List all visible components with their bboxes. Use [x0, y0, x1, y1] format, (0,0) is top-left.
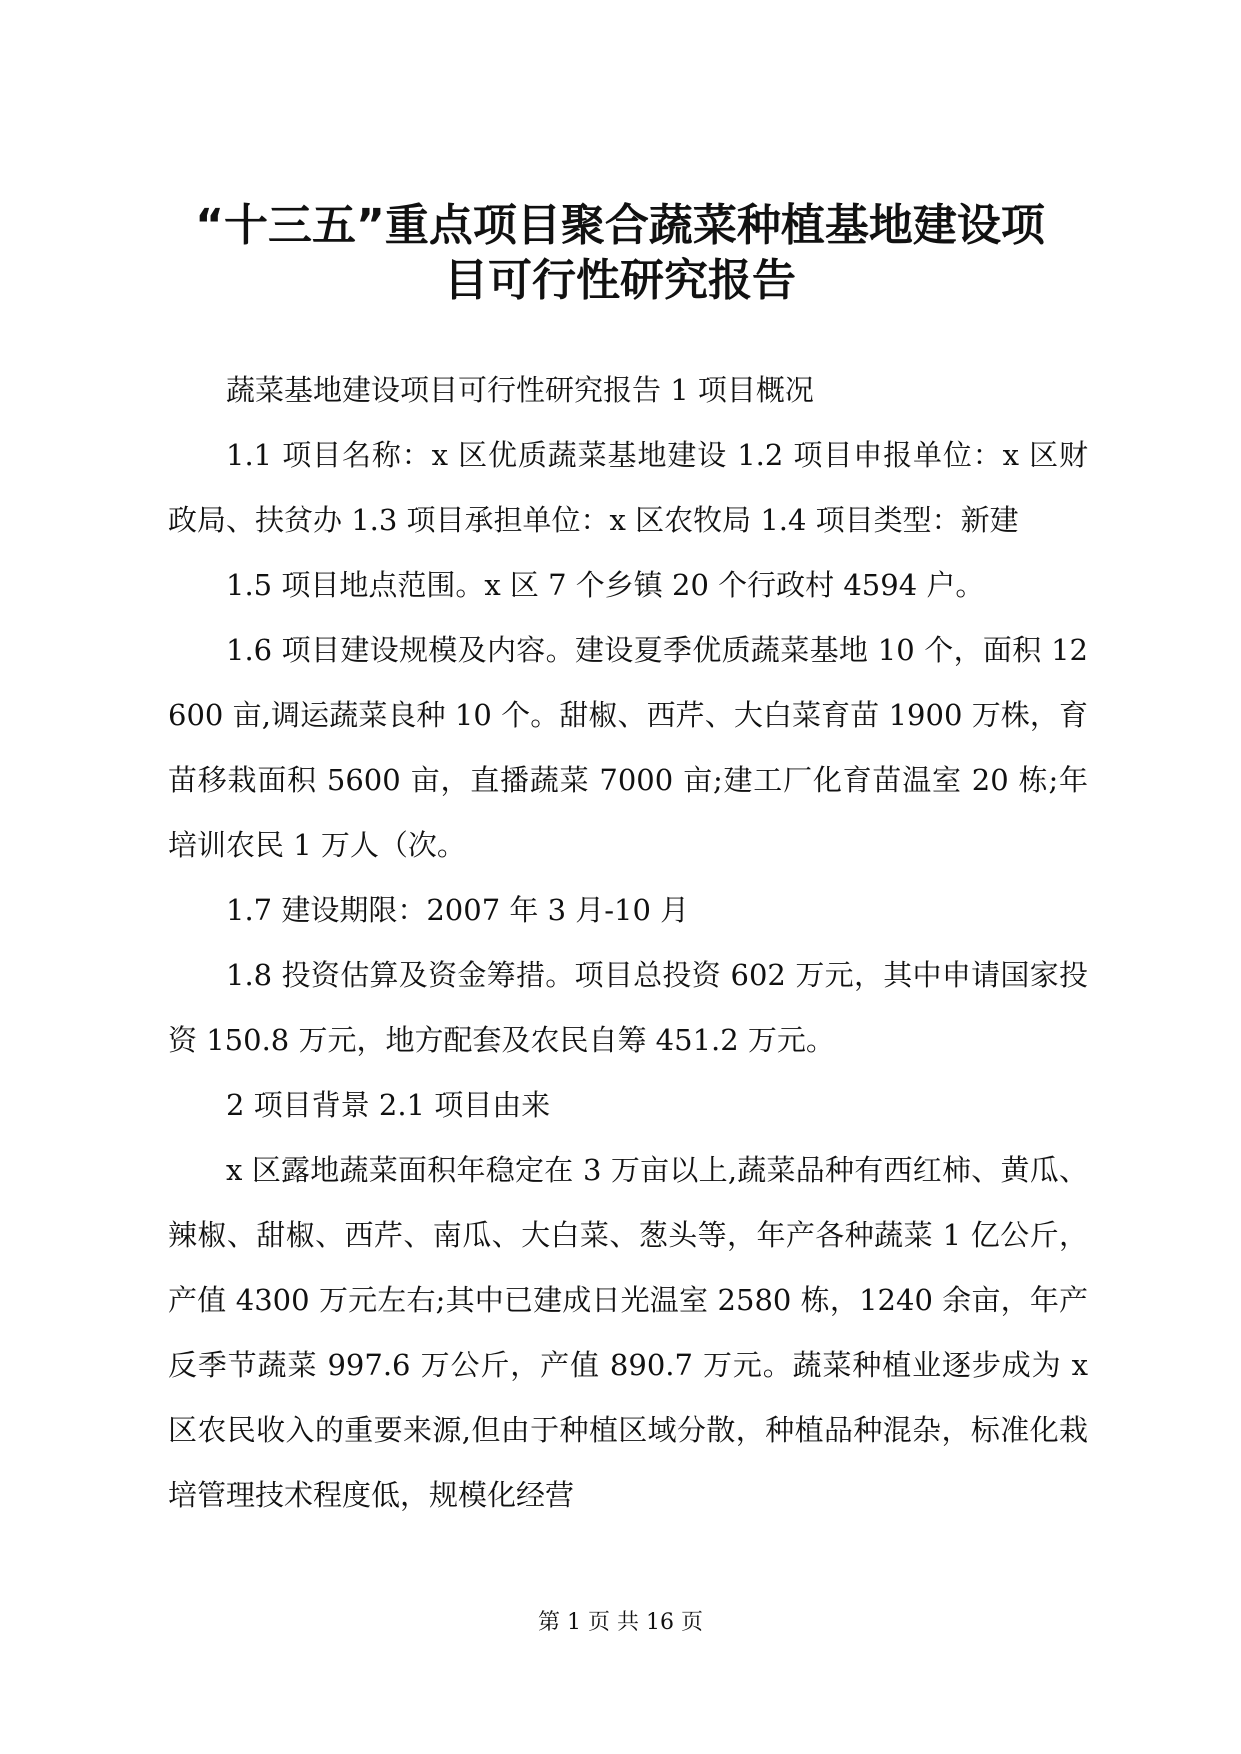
paragraph-project-info: 1.1 项目名称：x 区优质蔬菜基地建设 1.2 项目申报单位：x 区财政局、扶贫办 1.3 项目承担单位：x 区农牧局 1.4 项目类型：新建 — [168, 438, 1088, 537]
paragraph-background-heading: 2 项目背景 2.1 项目由来 — [226, 1088, 551, 1122]
document-title-line-2: 目可行性研究报告 — [444, 255, 796, 306]
paragraph-overview-heading: 蔬菜基地建设项目可行性研究报告 1 项目概况 — [226, 373, 814, 407]
page-number-footer: 第 1 页 共 16 页 — [538, 1610, 703, 1635]
document-body — [168, 358, 1088, 1528]
document-title-line-1: “十三五”重点项目聚合蔬菜种植基地建设项 — [195, 200, 1045, 251]
paragraph-project-period: 1.7 建设期限：2007 年 3 月-10 月 — [226, 893, 690, 927]
paragraph-investment: 1.8 投资估算及资金筹措。项目总投资 602 万元，其中申请国家投资 150.8 万元，地方配套及农民自筹 451.2 万元。 — [168, 958, 1088, 1057]
paragraph-project-scale: 1.6 项目建设规模及内容。建设夏季优质蔬菜基地 10 个，面积 12600 亩,调运蔬菜良种 10 个。甜椒、西芹、大白菜育苗 1900 万株，育苗移栽面积 5600 亩，直播蔬菜 7000 亩;建工厂化育苗温室 20 栋;年培训农民 1 万人（次。 — [168, 633, 1088, 862]
paragraph-background-body: x 区露地蔬菜面积年稳定在 3 万亩以上,蔬菜品种有西红柿、黄瓜、辣椒、甜椒、西芹、南瓜、大白菜、葱头等，年产各种蔬菜 1 亿公斤，产值 4300 万元左右;其中已建成日光温室 2580 栋，1240 余亩，年产反季节蔬菜 997.6 万公斤，产值 890.7 万元。蔬菜种植业逐步成为 x 区农民收入的重要来源,但由于种植区域分散，种植品种混杂，标准化栽培管理技术程度低，规模化经营 — [168, 1153, 1088, 1512]
document-title — [150, 198, 1090, 308]
paragraph-project-location: 1.5 项目地点范围。x 区 7 个乡镇 20 个行政村 4594 户。 — [226, 568, 985, 602]
